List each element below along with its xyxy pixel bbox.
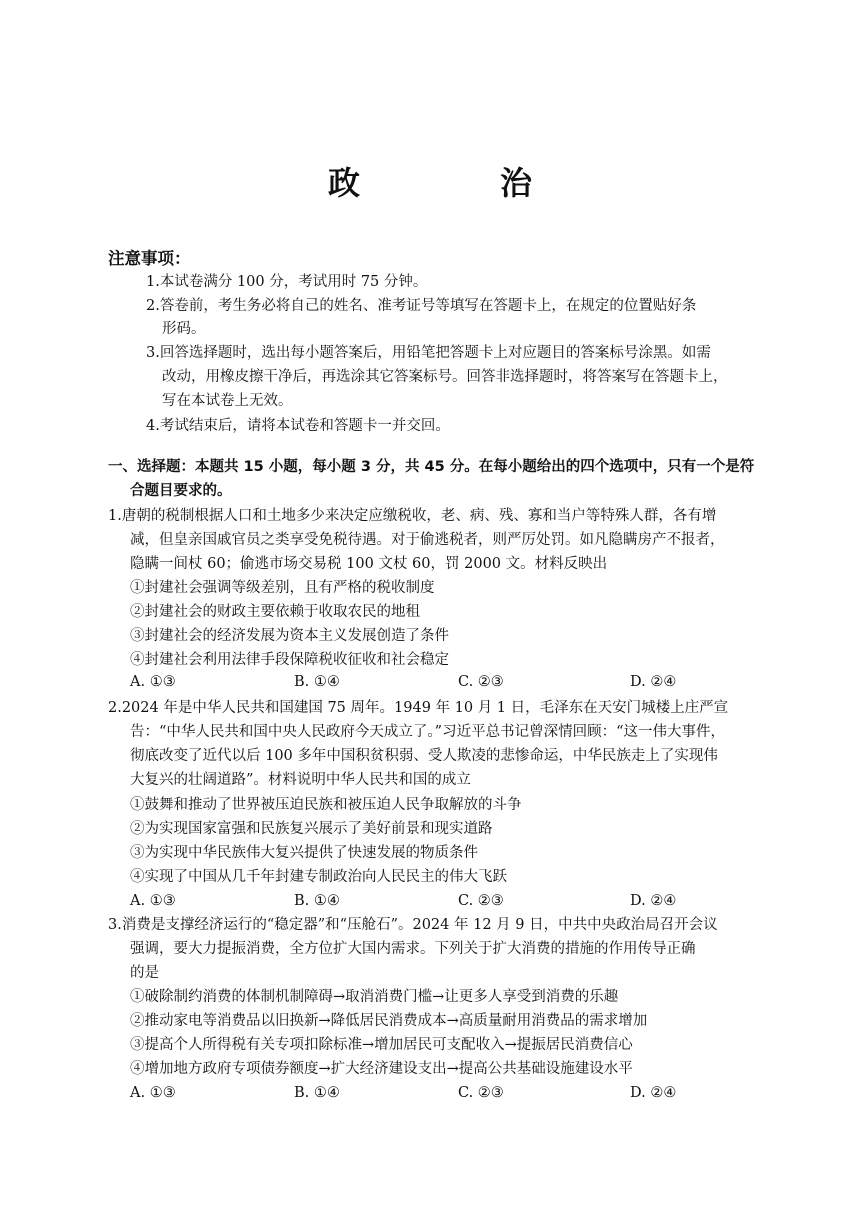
question-1-statement: ④封建社会利用法律手段保障税收征收和社会稳定 (130, 652, 449, 668)
notice-item: 4.考试结束后，请将本试卷和答题卡一并交回。 (146, 418, 450, 434)
option-d[interactable]: D. ②④ (630, 674, 677, 690)
question-2-stem: 彻底改变了近代以后 100 多年中国积贫积弱、受人欺凌的悲惨命运，中华民族走上了实现伟 (130, 748, 718, 764)
question-1-statement: ①封建社会强调等级差别，且有严格的税收制度 (130, 580, 435, 596)
question-2-stem: 大复兴的壮阔道路”。材料说明中华人民共和国的成立 (130, 772, 471, 788)
notice-heading: 注意事项： (108, 249, 191, 268)
question-1-statement: ②封建社会的财政主要依赖于收取农民的地租 (130, 604, 420, 620)
notice-item: 形码。 (162, 321, 206, 337)
notice-item: 1.本试卷满分 100 分，考试用时 75 分钟。 (146, 274, 428, 290)
question-3-stem: 强调，要大力提振消费，全方位扩大国内需求。下列关于扩大消费的措施的作用传导正确 (130, 941, 696, 957)
question-3-options (130, 1081, 730, 1105)
question-1-stem: 减，但皇亲国戚官员之类享受免税待遇。对于偷逃税者，则严厉处罚。如凡隐瞒房产不报者， (130, 532, 725, 548)
option-c[interactable]: C. ②③ (458, 893, 504, 909)
option-a[interactable]: A. ①③ (130, 1085, 176, 1101)
option-d[interactable]: D. ②④ (630, 893, 677, 909)
question-2-statement: ②为实现国家富强和民族复兴展示了美好前景和现实道路 (130, 821, 493, 837)
page-title: 政 治 (327, 164, 586, 202)
question-1-stem: 隐瞒一间杖 60；偷逃市场交易税 100 文杖 60，罚 2000 文。材料反映出 (130, 556, 608, 572)
option-b[interactable]: B. ①④ (294, 1085, 340, 1101)
question-2-stem: 2.2024 年是中华人民共和国建国 75 周年。1949 年 10 月 1 日，毛泽东在天安门城楼上庄严宣 (108, 700, 729, 716)
notice-item: 写在本试卷上无效。 (162, 393, 293, 409)
question-3-stem: 3.消费是支撑经济运行的“稳定器”和“压舱石”。2024 年 12 月 9 日，中共中央政治局召开会议 (108, 917, 718, 933)
question-1-options (130, 656, 730, 690)
question-3-statement: ③提高个人所得税有关专项扣除标准→增加居民可支配收入→提振居民消费信心 (130, 1037, 633, 1053)
option-d[interactable]: D. ②④ (630, 1085, 677, 1101)
option-a[interactable]: A. ①③ (130, 674, 176, 690)
option-c[interactable]: C. ②③ (458, 1085, 504, 1101)
question-2-statement: ①鼓舞和推动了世界被压迫民族和被压迫人民争取解放的斗争 (130, 797, 522, 813)
option-b[interactable]: B. ①④ (294, 893, 340, 909)
question-1-stem: 1.唐朝的税制根据人口和土地多少来决定应缴税收，老、病、残、寡和当户等特殊人群，各有增 (108, 508, 717, 524)
question-3-statement: ④增加地方政府专项债券额度→扩大经济建设支出→提高公共基础设施建设水平 (130, 1061, 633, 1077)
notice-item: 改动，用橡皮擦干净后，再选涂其它答案标号。回答非选择题时，将答案写在答题卡上， (162, 369, 728, 385)
option-c[interactable]: C. ②③ (458, 674, 504, 690)
notice-item: 3.回答选择题时，选出每小题答案后，用铅笔把答题卡上对应题目的答案标号涂黑。如需 (146, 345, 711, 361)
question-3-statement: ①破除制约消费的体制机制障碍→取消消费门槛→让更多人享受到消费的乐趣 (130, 989, 619, 1005)
question-2-options (130, 889, 730, 913)
option-b[interactable]: B. ①④ (294, 674, 340, 690)
question-2-statement: ③为实现中华民族伟大复兴提供了快速发展的物质条件 (130, 845, 478, 861)
question-3-statement: ②推动家电等消费品以旧换新→降低居民消费成本→高质量耐用消费品的需求增加 (130, 1013, 648, 1029)
question-1-statement: ③封建社会的经济发展为资本主义发展创造了条件 (130, 628, 449, 644)
question-3-stem: 的是 (130, 965, 159, 981)
question-2-statement: ④实现了中国从几千年封建专制政治向人民民主的伟大飞跃 (130, 869, 507, 885)
section-heading-cont: 合题目要求的。 (130, 483, 232, 499)
option-a[interactable]: A. ①③ (130, 893, 176, 909)
notice-item: 2.答卷前，考生务必将自己的姓名、准考证号等填写在答题卡上，在规定的位置贴好条 (146, 298, 697, 314)
section-heading: 一、选择题：本题共 15 小题，每小题 3 分，共 45 分。在每小题给出的四个选项中，只有一个是符 (108, 459, 755, 475)
question-2-stem: 告：“中华人民共和国中央人民政府今天成立了。”习近平总书记曾深情回顾：“这一伟大事件， (130, 724, 725, 740)
